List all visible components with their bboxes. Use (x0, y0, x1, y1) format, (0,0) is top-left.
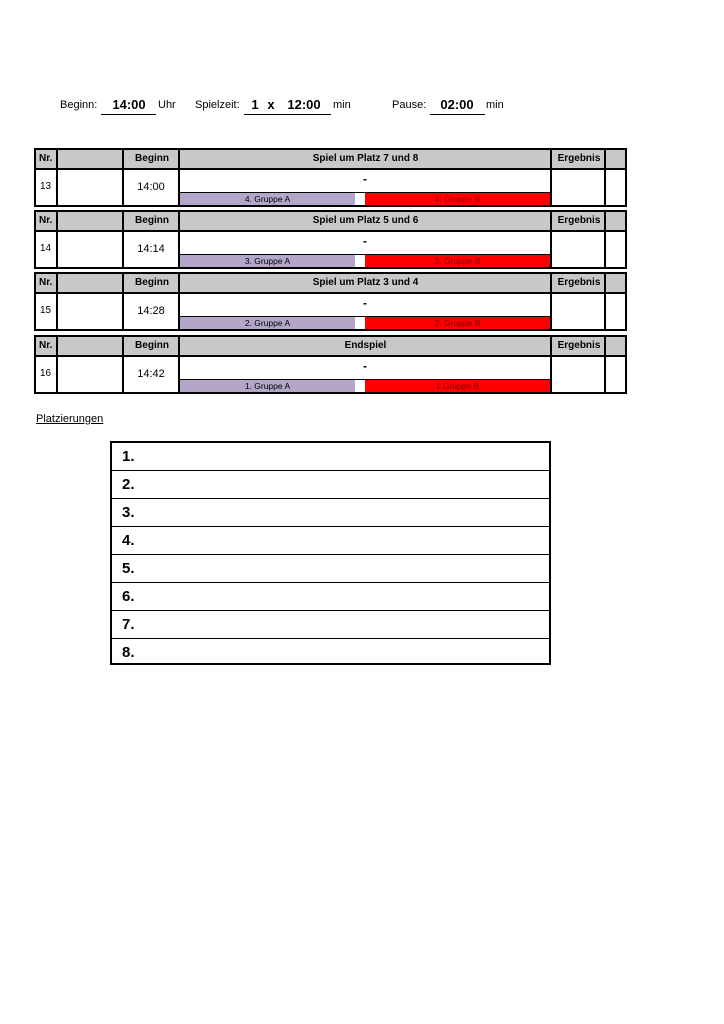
match-time: 14:28 (137, 305, 165, 317)
match-number: 14 (40, 243, 52, 254)
extra-cell[interactable] (606, 296, 625, 329)
match-time: 14:42 (137, 368, 165, 380)
field-cell[interactable] (58, 359, 122, 392)
extra-cell[interactable] (606, 359, 625, 392)
team-divider (180, 379, 550, 380)
nr-header: Nr. (39, 340, 53, 351)
match-block (34, 335, 627, 394)
beginn-label: Beginn: (60, 99, 98, 111)
ranking-table (110, 441, 551, 665)
team-divider (180, 254, 550, 255)
divider (122, 150, 124, 205)
pause-label: Pause: (392, 99, 427, 111)
ergebnis-cell[interactable] (552, 172, 604, 205)
ergebnis-cell[interactable] (552, 234, 604, 267)
match-block (34, 210, 627, 269)
team-b: 2. Gruppe B (365, 317, 550, 329)
ergebnis-cell[interactable] (552, 296, 604, 329)
spielzeit-times: x (267, 97, 275, 112)
field-cell[interactable] (58, 234, 122, 267)
beginn-underline (101, 114, 156, 115)
match-time: 14:14 (137, 243, 165, 255)
match-title: Spiel um Platz 5 und 6 (312, 215, 419, 226)
rank-row[interactable] (112, 527, 549, 555)
pause-underline (430, 114, 485, 115)
team-a: 2. Gruppe A (180, 317, 355, 329)
rank-number: 5. (122, 560, 135, 577)
rank-row[interactable] (112, 471, 549, 499)
ergebnis-header: Ergebnis (557, 153, 601, 164)
team-b: 1.Gruppe B (365, 380, 550, 392)
pause-value: 02:00 (440, 97, 474, 112)
match-number: 13 (40, 181, 52, 192)
beginn-value: 14:00 (112, 97, 146, 112)
versus-dash: - (363, 359, 367, 373)
ergebnis-header: Ergebnis (557, 340, 601, 351)
nr-header: Nr. (39, 153, 53, 164)
rank-number: 6. (122, 588, 135, 605)
divider (122, 212, 124, 267)
uhr-label: Uhr (158, 99, 176, 111)
match-block (34, 272, 627, 331)
ergebnis-header: Ergebnis (557, 277, 601, 288)
pause-min-label: min (486, 99, 504, 111)
ergebnis-cell[interactable] (552, 359, 604, 392)
versus-dash: - (363, 296, 367, 310)
match-header-row (36, 274, 625, 294)
extra-cell[interactable] (606, 172, 625, 205)
spielzeit-label: Spielzeit: (195, 99, 240, 111)
spielzeit-value: 12:00 (287, 97, 321, 112)
divider (122, 274, 124, 329)
ergebnis-header: Ergebnis (557, 215, 601, 226)
match-block (34, 148, 627, 207)
divider (122, 337, 124, 392)
beginn-header: Beginn (135, 277, 169, 288)
match-number: 15 (40, 305, 52, 316)
match-number: 16 (40, 368, 52, 379)
rank-row[interactable] (112, 555, 549, 583)
team-a: 4. Gruppe A (180, 193, 355, 205)
rank-row[interactable] (112, 611, 549, 639)
versus-dash: - (363, 172, 367, 186)
match-header-row (36, 150, 625, 170)
team-divider (180, 192, 550, 193)
extra-cell[interactable] (606, 234, 625, 267)
beginn-header: Beginn (135, 153, 169, 164)
match-header-row (36, 212, 625, 232)
rank-number: 1. (122, 448, 135, 465)
team-b: 3. Gruppe B (365, 255, 550, 267)
rank-row[interactable] (112, 639, 549, 667)
beginn-header: Beginn (135, 215, 169, 226)
field-cell[interactable] (58, 172, 122, 205)
rank-number: 7. (122, 616, 135, 633)
spielzeit-underline (244, 114, 331, 115)
match-time: 14:00 (137, 181, 165, 193)
rank-number: 8. (122, 644, 135, 661)
versus-dash: - (363, 234, 367, 248)
team-divider (180, 316, 550, 317)
team-a: 1. Gruppe A (180, 380, 355, 392)
rank-row[interactable] (112, 583, 549, 611)
team-b: 4. Gruppe B (365, 193, 550, 205)
rank-row[interactable] (112, 499, 549, 527)
match-title: Endspiel (344, 340, 387, 351)
spielzeit-min-label: min (333, 99, 351, 111)
match-title: Spiel um Platz 7 und 8 (312, 153, 419, 164)
nr-header: Nr. (39, 277, 53, 288)
field-cell[interactable] (58, 296, 122, 329)
rank-number: 3. (122, 504, 135, 521)
rank-row[interactable] (112, 443, 549, 471)
match-title: Spiel um Platz 3 und 4 (312, 277, 419, 288)
team-a: 3. Gruppe A (180, 255, 355, 267)
match-header-row (36, 337, 625, 357)
platzierungen-title: Platzierungen (36, 413, 104, 425)
nr-header: Nr. (39, 215, 53, 226)
spielzeit-halves: 1 (251, 97, 259, 112)
rank-number: 2. (122, 476, 135, 493)
rank-number: 4. (122, 532, 135, 549)
beginn-header: Beginn (135, 340, 169, 351)
